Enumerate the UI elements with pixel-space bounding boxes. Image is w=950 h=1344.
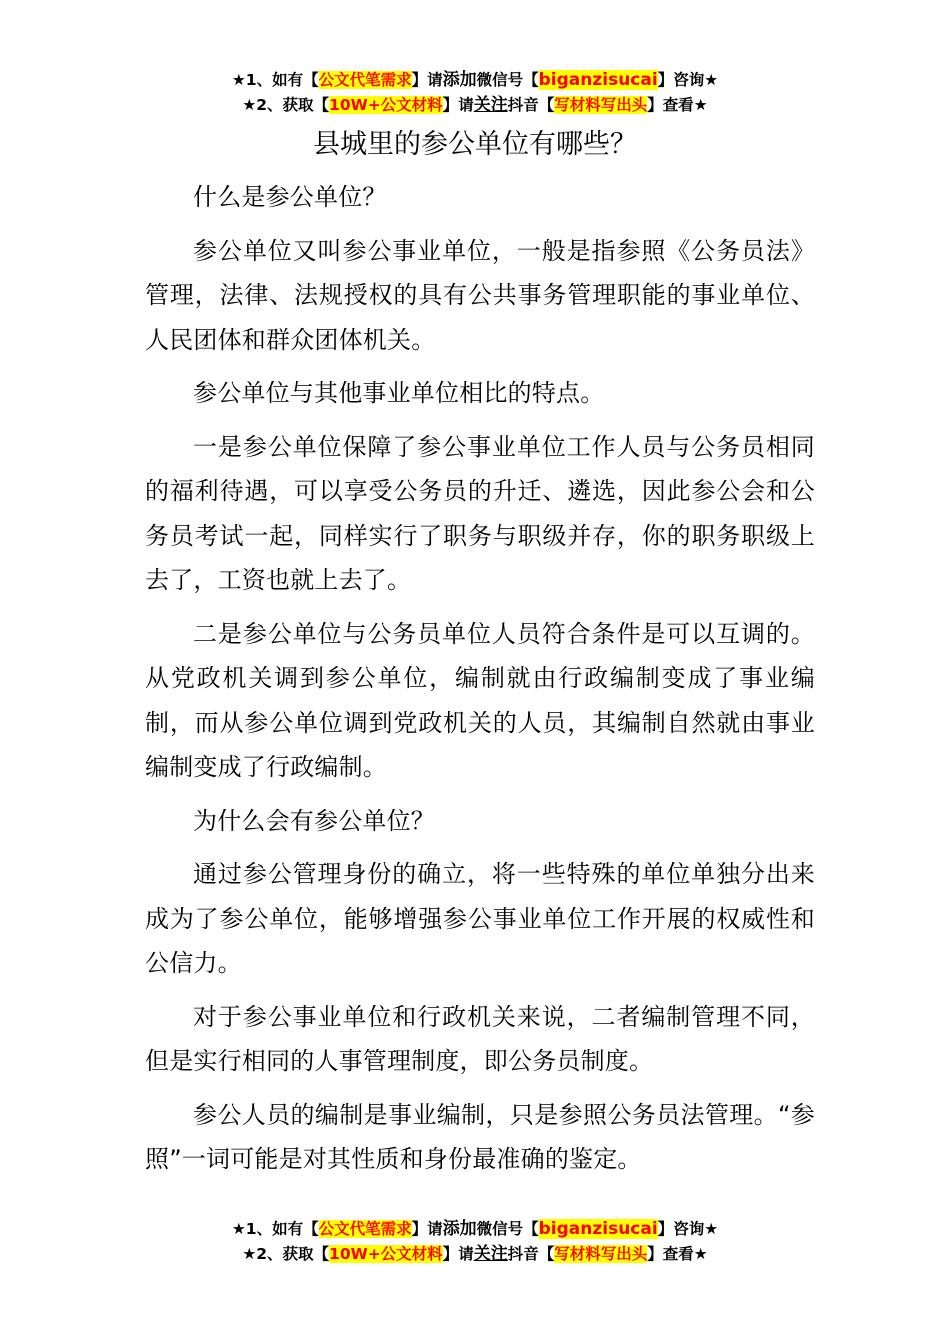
banner-text: 】咨询★ — [657, 71, 719, 89]
banner-line-2 — [0, 1242, 950, 1267]
banner-text: 】查看★ — [647, 1245, 708, 1263]
paragraph: 什么是参公单位？ — [193, 183, 387, 211]
paragraph: 参公单位又叫参公事业单位，一般是指参照《公务员法》管理，法律、法规授权的具有公共事务管理职能的事业单位、人民团体和群众团体机关。 — [145, 236, 815, 354]
douyin-highlight: 写材料写出头 — [554, 96, 648, 114]
service-highlight: 公文代笔需求 — [318, 1220, 412, 1238]
wechat-id-highlight: biganzisucai — [538, 1219, 658, 1239]
banner-text: ★2、获取【 — [242, 1245, 330, 1263]
banner-text: 】请 — [411, 71, 443, 89]
banner-text: 】请 — [442, 1245, 474, 1263]
paragraph: 为什么会有参公单位？ — [193, 806, 435, 835]
paragraph: 参公人员的编制是事业编制，只是参照公务员法管理。“参照”一词可能是对其性质和身份最准确的鉴定。 — [145, 1100, 815, 1173]
banner-text: 添加 — [442, 1219, 477, 1239]
banner-text: 关注 — [473, 1244, 508, 1264]
material-highlight: 10W+公文材料 — [329, 1245, 443, 1263]
banner-text: 微信号【 — [476, 71, 539, 89]
banner-text: 抖音【 — [507, 1245, 555, 1263]
footer-banner — [0, 1217, 950, 1267]
banner-text: 】咨询★ — [657, 1220, 719, 1238]
banner-text: 】查看★ — [647, 96, 708, 114]
banner-text: 】请 — [442, 96, 474, 114]
document-title: 县城里的参公单位有哪些？ — [313, 129, 637, 160]
banner-text: ★1、如有【 — [231, 71, 319, 89]
banner-text: ★2、获取【 — [242, 96, 330, 114]
material-highlight: 10W+公文材料 — [329, 96, 443, 114]
banner-text: ★1、如有【 — [231, 1220, 319, 1238]
paragraph: 二是参公单位与公务员单位人员符合条件是可以互调的。从党政机关调到参公单位，编制就由行政编制变成了事业编制，而从参公单位调到党政机关的人员，其编制自然就由事业编制变成了行政编制。 — [145, 619, 815, 781]
banner-line-1 — [0, 1217, 950, 1242]
banner-text: 】请 — [411, 1220, 443, 1238]
header-banner — [0, 68, 950, 118]
banner-line-1 — [0, 68, 950, 93]
banner-text: 微信号【 — [476, 1220, 539, 1238]
banner-text: 抖音【 — [507, 96, 555, 114]
service-highlight: 公文代笔需求 — [318, 71, 412, 89]
document-body — [145, 175, 815, 1191]
paragraph: 对于参公事业单位和行政机关来说，二者编制管理不同，但是实行相同的人事管理制度，即公务员制度。 — [145, 1002, 815, 1075]
paragraph: 一是参公单位保障了参公事业单位工作人员与公务员相同的福利待遇，可以享受公务员的升迁、遴选，因此参公会和公务员考试一起，同样实行了职务与职级并存，你的职务职级上去了，工资也就上去了。 — [145, 432, 815, 594]
paragraph: 通过参公管理身份的确立，将一些特殊的单位单独分出来成为了参公单位，能够增强参公事业单位工作开展的权威性和公信力。 — [145, 860, 815, 977]
wechat-id-highlight: biganzisucai — [538, 70, 658, 90]
banner-line-2 — [0, 93, 950, 118]
paragraph: 参公单位与其他事业单位相比的特点。 — [193, 379, 605, 407]
douyin-highlight: 写材料写出头 — [554, 1245, 648, 1263]
banner-text: 关注 — [473, 95, 508, 115]
banner-text: 添加 — [442, 70, 477, 90]
